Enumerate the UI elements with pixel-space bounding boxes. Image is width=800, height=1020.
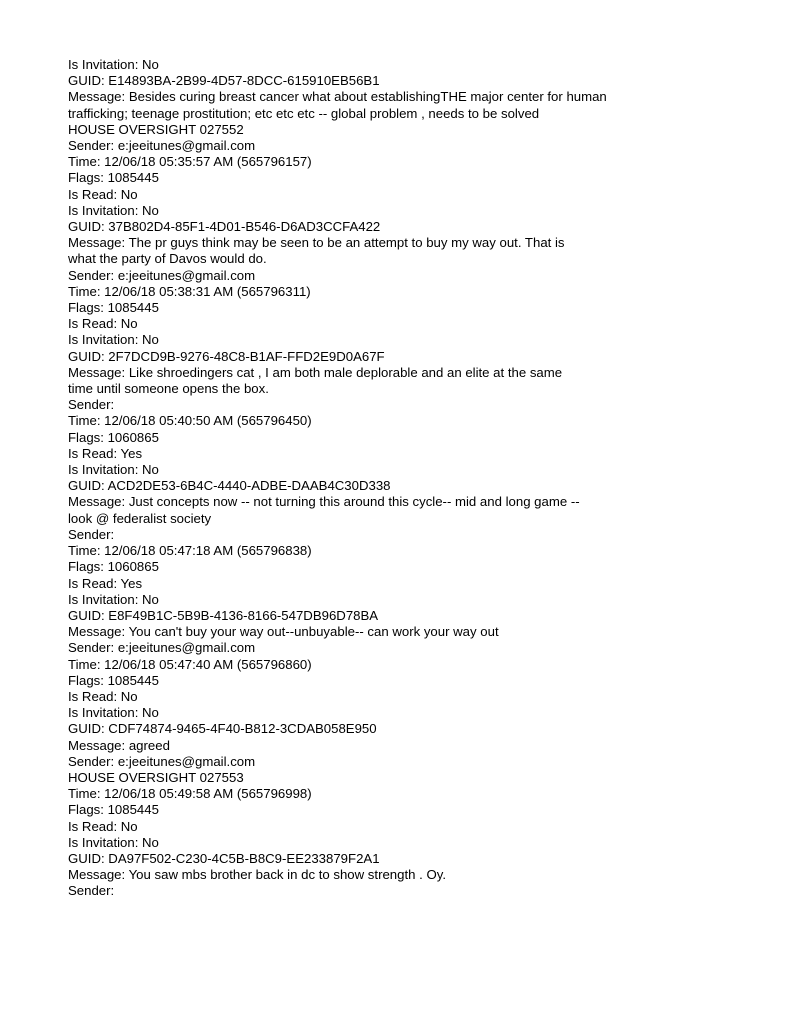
- doc-line: Sender: e:jeeitunes@gmail.com: [68, 138, 256, 154]
- doc-line: Flags: 1060865: [68, 429, 159, 445]
- doc-line: Flags: 1085445: [68, 300, 159, 316]
- doc-line: Flags: 1085445: [68, 802, 159, 818]
- doc-line: Is Read: Yes: [68, 445, 143, 461]
- document-page: [68, 57, 768, 900]
- doc-line: Flags: 1085445: [68, 170, 159, 186]
- doc-line: Time: 12/06/18 05:38:31 AM (565796311): [68, 283, 311, 299]
- doc-line: GUID: E8F49B1C-5B9B-4136-8166-547DB96D78BA: [68, 607, 379, 623]
- doc-line: Time: 12/06/18 05:49:58 AM (565796998): [68, 786, 312, 802]
- doc-line: GUID: CDF74874-9465-4F40-B812-3CDAB058E950: [68, 721, 377, 737]
- doc-line: Message: agreed: [68, 737, 170, 753]
- doc-line: Time: 12/06/18 05:47:18 AM (565796838): [68, 543, 312, 559]
- doc-line: GUID: 2F7DCD9B-9276-48C8-B1AF-FFD2E9D0A67F: [68, 348, 385, 364]
- doc-line: Is Invitation: No: [68, 332, 159, 348]
- doc-line: Is Invitation: No: [68, 202, 159, 218]
- doc-line: Message: Just concepts now -- not turning this around this cycle-- mid and long game --: [68, 494, 580, 510]
- doc-line: Message: You saw mbs brother back in dc to show strength . Oy.: [68, 867, 446, 883]
- doc-line: GUID: DA97F502-C230-4C5B-B8C9-EE233879F2A1: [68, 850, 380, 866]
- doc-line: Sender:: [68, 883, 115, 899]
- doc-line: Sender:: [68, 526, 115, 542]
- doc-line: GUID: 37B802D4-85F1-4D01-B546-D6AD3CCFA422: [68, 219, 381, 235]
- doc-line: Sender: e:jeeitunes@gmail.com: [68, 267, 256, 283]
- doc-line: Flags: 1085445: [68, 672, 159, 688]
- doc-line: Message: You can't buy your way out--unbuyable-- can work your way out: [68, 624, 499, 640]
- doc-line: GUID: ACD2DE53-6B4C-4440-ADBE-DAAB4C30D338: [68, 478, 391, 494]
- doc-line: time until someone opens the box.: [68, 381, 269, 397]
- doc-line: Is Read: No: [68, 688, 138, 704]
- doc-line: Is Read: Yes: [68, 575, 143, 591]
- doc-line: Sender: e:jeeitunes@gmail.com: [68, 640, 256, 656]
- doc-line: what the party of Davos would do.: [68, 251, 267, 267]
- doc-line: Message: The pr guys think may be seen to be an attempt to buy my way out. That is: [68, 235, 565, 251]
- doc-line: Message: Besides curing breast cancer what about establishingTHE major center for human: [68, 89, 607, 105]
- doc-line: Sender:: [68, 397, 115, 413]
- doc-line: Is Invitation: No: [68, 834, 159, 850]
- doc-line: Time: 12/06/18 05:47:40 AM (565796860): [68, 656, 312, 672]
- doc-line: Flags: 1060865: [68, 559, 159, 575]
- doc-line: Time: 12/06/18 05:35:57 AM (565796157): [68, 154, 312, 170]
- doc-line: GUID: E14893BA-2B99-4D57-8DCC-615910EB56B1: [68, 73, 380, 89]
- doc-line: look @ federalist society: [68, 510, 212, 526]
- doc-line: Is Read: No: [68, 186, 138, 202]
- doc-line: Message: Like shroedingers cat , I am both male deplorable and an elite at the same: [68, 364, 563, 380]
- doc-line: trafficking; teenage prostitution; etc etc etc -- global problem , needs to be solved: [68, 105, 540, 121]
- doc-line: Is Read: No: [68, 316, 138, 332]
- doc-line: HOUSE OVERSIGHT 027552: [68, 121, 244, 137]
- doc-line: HOUSE OVERSIGHT 027553: [68, 769, 244, 785]
- doc-line: Time: 12/06/18 05:40:50 AM (565796450): [68, 413, 312, 429]
- doc-line: Sender: e:jeeitunes@gmail.com: [68, 753, 256, 769]
- doc-line: Is Invitation: No: [68, 57, 159, 72]
- doc-line: Is Invitation: No: [68, 591, 159, 607]
- doc-line: Is Invitation: No: [68, 705, 159, 721]
- doc-line: Is Read: No: [68, 818, 138, 834]
- doc-line: Is Invitation: No: [68, 462, 159, 478]
